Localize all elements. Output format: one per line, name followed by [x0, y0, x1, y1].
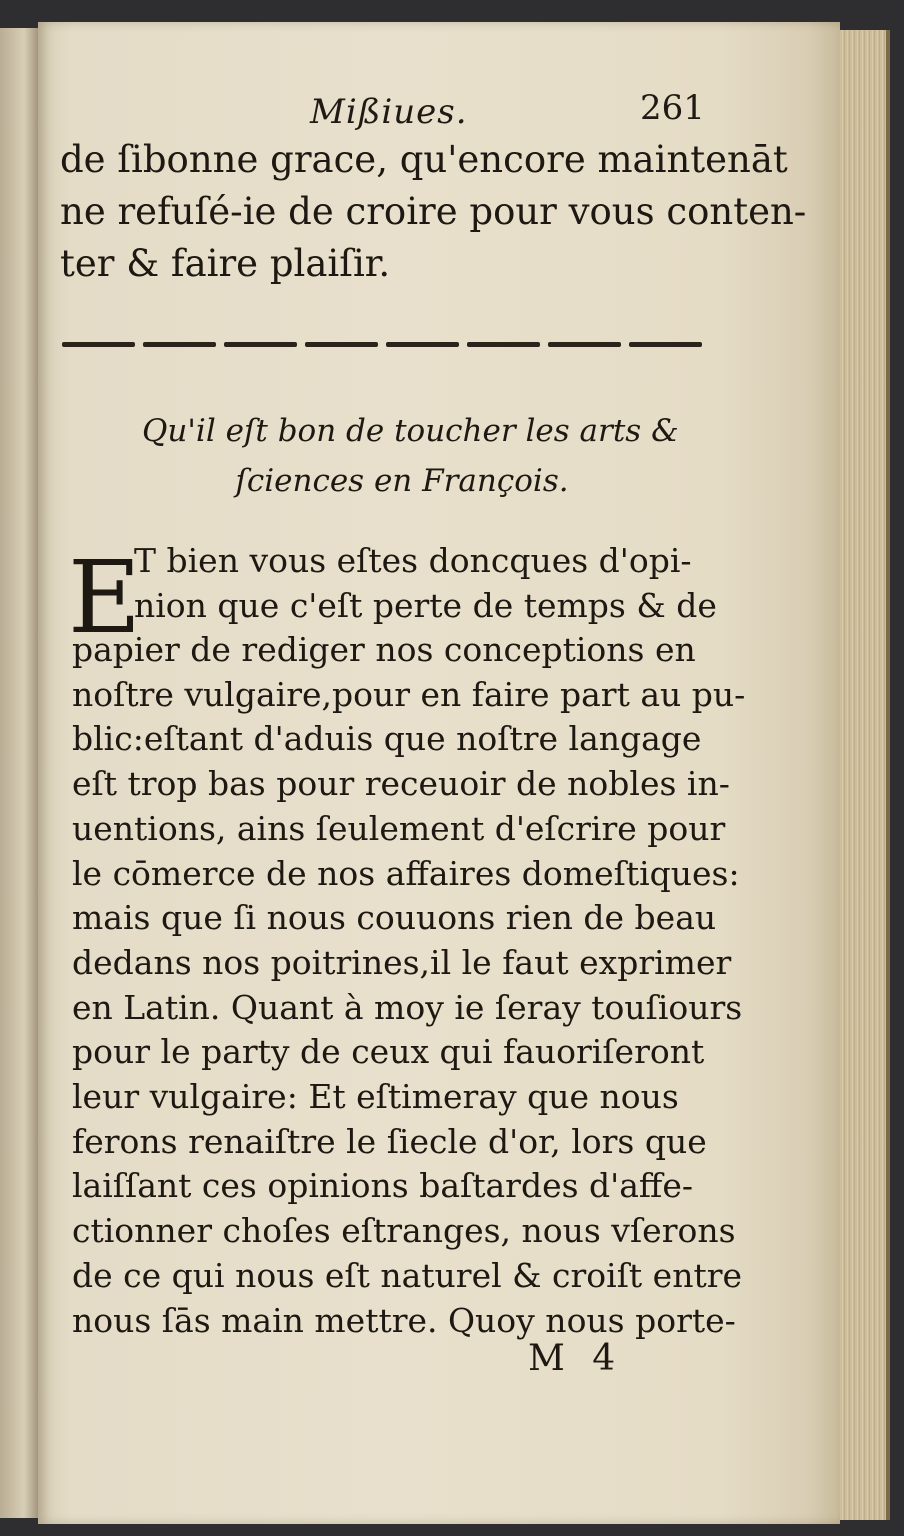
- page-block-edge: [836, 30, 890, 1520]
- text-line: noſtre vulgaire,pour en faire part au pu-: [72, 674, 746, 714]
- signature-mark: M 4: [528, 1338, 624, 1379]
- text-line: de ce qui nous eſt naturel & croiſt entre: [72, 1255, 743, 1295]
- text-line: dedans nos poitrines,il le faut exprimer: [72, 942, 732, 982]
- text-line: de ſibonne grace, qu'encore maintenāt: [60, 138, 788, 181]
- text-line: nous ſās main mettre. Quoy nous porte-: [72, 1300, 736, 1340]
- text-line: en Latin. Quant à moy ie ſeray touſiours: [72, 987, 743, 1027]
- text-line: nion que c'eſt perte de temps & de: [134, 586, 717, 625]
- text-line: ctionner choſes eſtranges, nous vſerons: [72, 1211, 736, 1251]
- book-page: [38, 22, 840, 1524]
- text-line: leur vulgaire: Et eſtimeray que nous: [72, 1077, 679, 1117]
- text-line: pour le party de ceux qui fauoriſeront: [72, 1032, 705, 1072]
- page-number: 261: [640, 88, 705, 128]
- text-line: ne refuſé-ie de croire pour vous conten-: [60, 190, 807, 233]
- text-line: ter & faire plaiſir.: [60, 242, 391, 285]
- drop-cap: E: [68, 539, 141, 656]
- heading-line: Qu'il eſt bon de toucher les arts &: [142, 413, 679, 449]
- text-line: laiſſant ces opinions baſtardes d'affe-: [72, 1166, 694, 1206]
- text-line: le cōmerce de nos affaires domeſtiques:: [72, 853, 740, 893]
- previous-letter-ending: [60, 134, 807, 290]
- text-line: papier de rediger nos conceptions en: [72, 630, 696, 669]
- heading-line: ſciences en François.: [235, 463, 569, 499]
- text-line: eſt trop bas pour receuoir de nobles in-: [72, 764, 730, 804]
- text-line: blic:eſtant d'aduis que noſtre langage: [72, 719, 702, 759]
- section-heading: [142, 406, 679, 506]
- text-line: ferons renaiſtre le ſiecle d'or, lors que: [72, 1121, 707, 1161]
- facing-page-edge: [0, 28, 40, 1518]
- ornamental-rule: [62, 338, 702, 350]
- body-text: [72, 628, 746, 1343]
- running-head: Mißiues.: [310, 92, 468, 132]
- text-line: uentions, ains ſeulement d'eſcrire pour: [72, 808, 726, 848]
- text-line: mais que ſi nous couuons rien de beau: [72, 898, 717, 938]
- body-opening-lines: [134, 538, 734, 628]
- text-line: T bien vous eſtes doncques d'opi-: [134, 541, 692, 580]
